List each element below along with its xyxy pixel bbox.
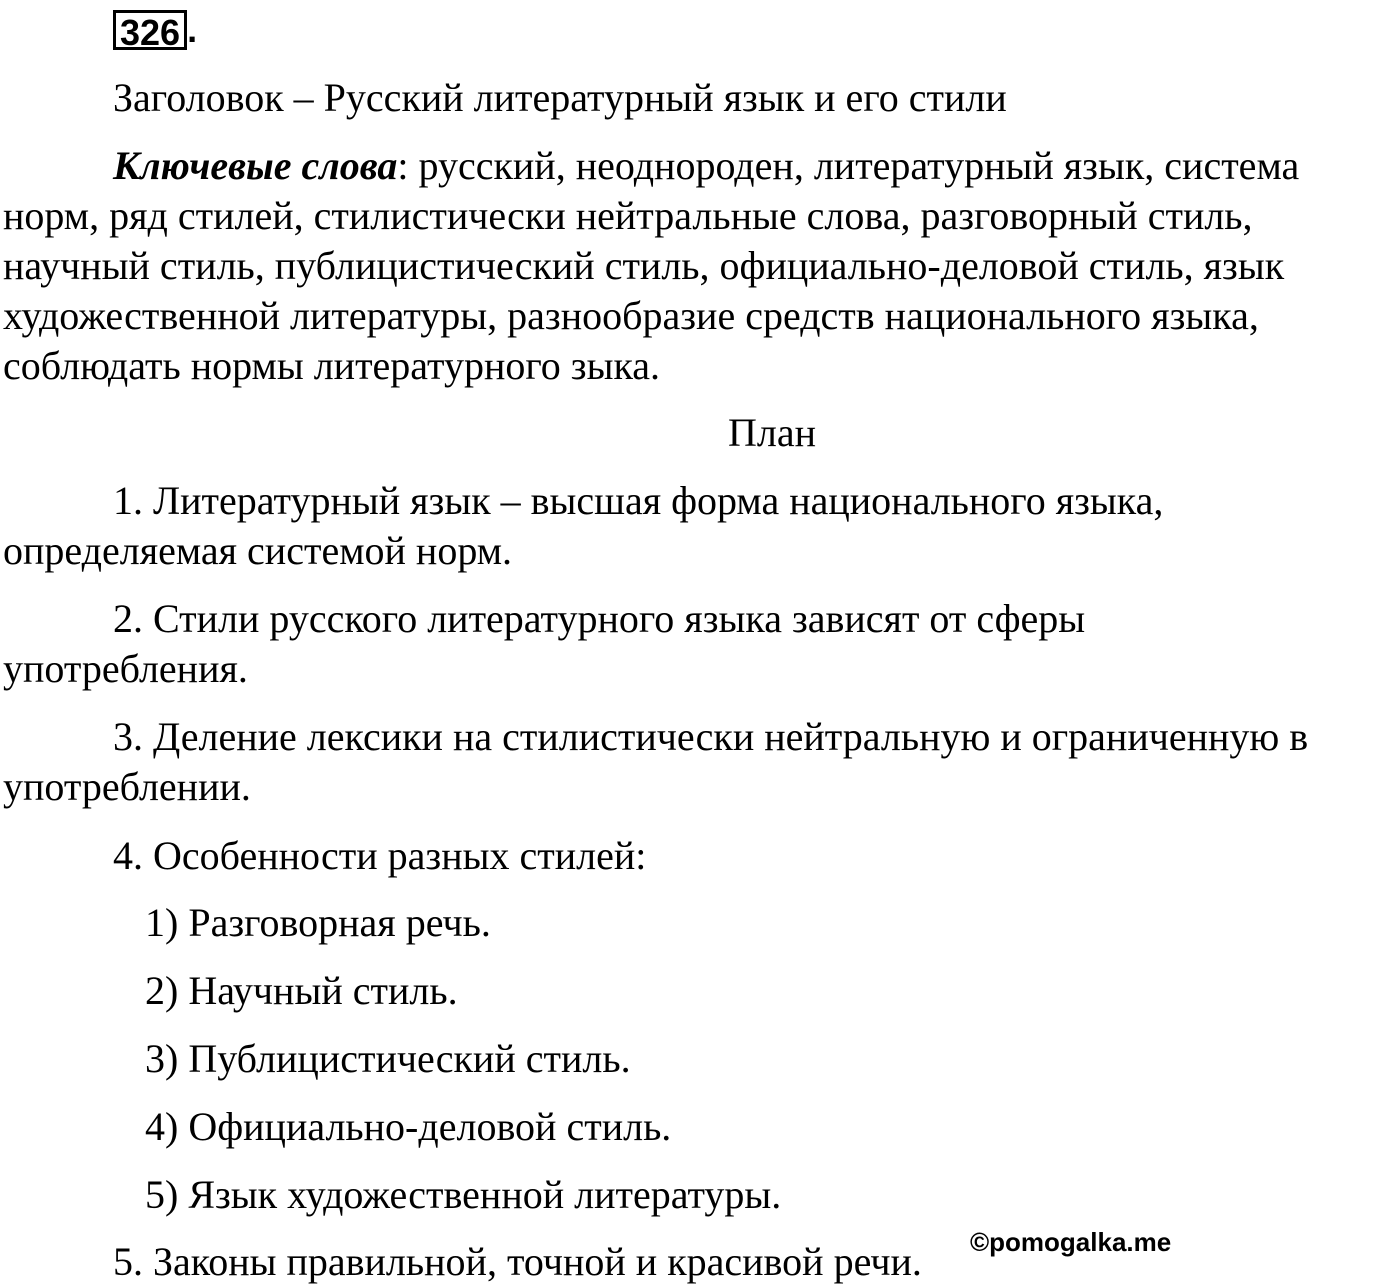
plan-subitem-3: 3) Публицистический стиль. bbox=[145, 1036, 631, 1081]
plan-subitem-2: 2) Научный стиль. bbox=[145, 968, 458, 1013]
plan-item-5: 5. Законы правильной, точной и красивой речи. bbox=[113, 1239, 922, 1284]
plan-item-1-line-2: определяемая системой норм. bbox=[3, 528, 513, 573]
plan-item-2-line-1: 2. Стили русского литературного языка зависят от сферы bbox=[113, 596, 1086, 641]
keywords-line-5: соблюдать нормы литературного зыка. bbox=[3, 343, 661, 388]
task-number-dot: . bbox=[187, 9, 198, 50]
plan-subitem-4: 4) Официально-деловой стиль. bbox=[145, 1104, 672, 1149]
watermark: ©pomogalka.me bbox=[970, 1227, 1172, 1257]
keywords-label: Ключевые слова bbox=[113, 143, 398, 188]
keywords-text-1: русский, неоднороден, литературный язык, система bbox=[408, 143, 1300, 188]
task-number: 326 bbox=[113, 10, 187, 50]
keywords-line-1 bbox=[113, 143, 1300, 188]
keywords-colon: : bbox=[397, 143, 409, 188]
plan-subitem-1: 1) Разговорная речь. bbox=[145, 900, 491, 945]
heading: Заголовок – Русский литературный язык и его стили bbox=[113, 75, 1007, 120]
task-number-block bbox=[113, 6, 198, 53]
keywords-line-2: норм, ряд стилей, стилистически нейтральные слова, разговорный стиль, bbox=[3, 193, 1253, 238]
plan-item-3-line-2: употреблении. bbox=[3, 764, 251, 809]
plan-item-2-line-2: употребления. bbox=[3, 646, 248, 691]
plan-item-3-line-1: 3. Деление лексики на стилистически нейтральную и ограниченную в bbox=[113, 714, 1309, 759]
keywords-line-4: художественной литературы, разнообразие средств национального языка, bbox=[3, 293, 1259, 338]
plan-item-4: 4. Особенности разных стилей: bbox=[113, 833, 647, 878]
plan-item-1-line-1: 1. Литературный язык – высшая форма национального языка, bbox=[113, 478, 1164, 523]
keywords-line-3: научный стиль, публицистический стиль, официально-деловой стиль, язык bbox=[3, 243, 1285, 288]
plan-subitem-5: 5) Язык художественной литературы. bbox=[145, 1172, 782, 1217]
plan-title: План bbox=[728, 410, 817, 455]
